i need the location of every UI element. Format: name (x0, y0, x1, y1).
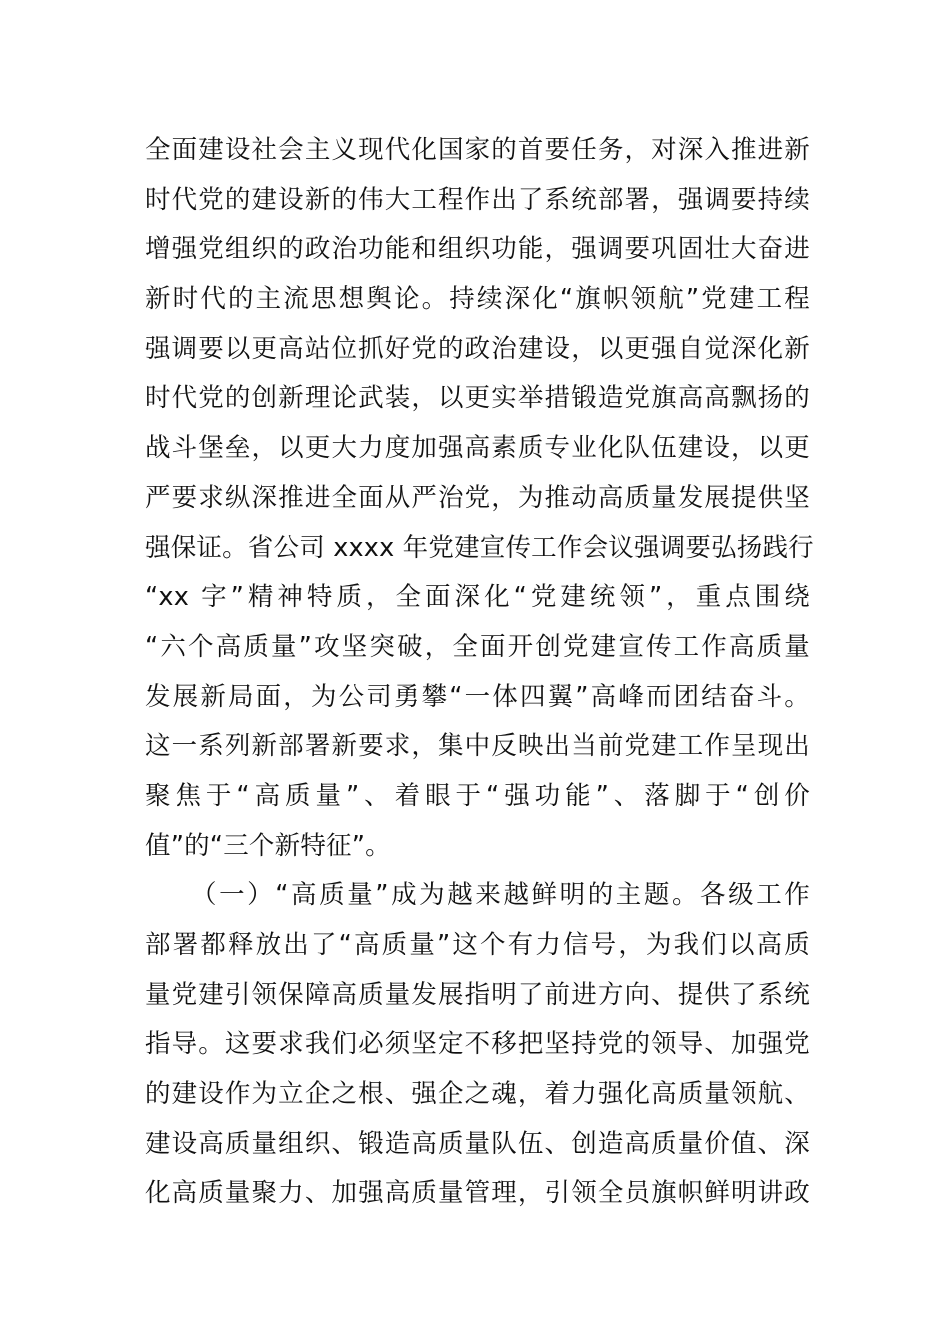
text-line: 强保证。省公司 xxxx 年党建宣传工作会议强调要弘扬践行 (145, 532, 814, 563)
text-line: 增强党组织的政治功能和组织功能，强调要巩固壮大奋进 (145, 234, 810, 265)
text-line: 指导。这要求我们必须坚定不移把坚持党的领导、加强党 (145, 1029, 810, 1060)
text-line: 的建设作为立企之根、强企之魂，着力强化高质量领航、 (145, 1079, 810, 1110)
text-line: 聚焦于“高质量”、着眼于“强功能”、落脚于“创价 (145, 780, 810, 811)
text-line: “xx 字”精神特质，全面深化“党建统领”，重点围绕 (145, 582, 810, 613)
text-line: 强调要以更高站位抓好党的政治建设，以更强自觉深化新 (145, 333, 810, 364)
text-line: 时代党的建设新的伟大工程作出了系统部署，强调要持续 (145, 184, 810, 215)
text-line: 建设高质量组织、锻造高质量队伍、创造高质量价值、深 (145, 1128, 810, 1159)
text-line: “六个高质量”攻坚突破，全面开创党建宣传工作高质量 (145, 631, 810, 662)
text-line: 部署都释放出了“高质量”这个有力信号，为我们以高质 (145, 930, 810, 960)
text-line: 全面建设社会主义现代化国家的首要任务，对深入推进新 (145, 135, 810, 165)
text-line: 新时代的主流思想舆论。持续深化“旗帜领航”党建工程 (145, 284, 810, 315)
text-line: 严要求纵深推进全面从严治党，为推动高质量发展提供坚 (145, 482, 810, 513)
text-line: 量党建引领保障高质量发展指明了前进方向、提供了系统 (145, 979, 810, 1010)
section-heading-line: （一）“高质量”成为越来越鲜明的主题。各级工作 (191, 880, 810, 911)
text-line: 化高质量聚力、加强高质量管理，引领全员旗帜鲜明讲政 (145, 1178, 810, 1209)
text-line: 发展新局面，为公司勇攀“一体四翼”高峰而团结奋斗。 (145, 681, 810, 712)
text-line: 战斗堡垒，以更大力度加强高素质专业化队伍建设，以更 (145, 433, 810, 464)
body-text (145, 126, 814, 1219)
text-line: 值”的“三个新特征”。 (145, 830, 391, 861)
text-line: 时代党的创新理论武装，以更实举措锻造党旗高高飘扬的 (145, 383, 810, 414)
text-line: 这一系列新部署新要求，集中反映出当前党建工作呈现出 (145, 731, 810, 762)
